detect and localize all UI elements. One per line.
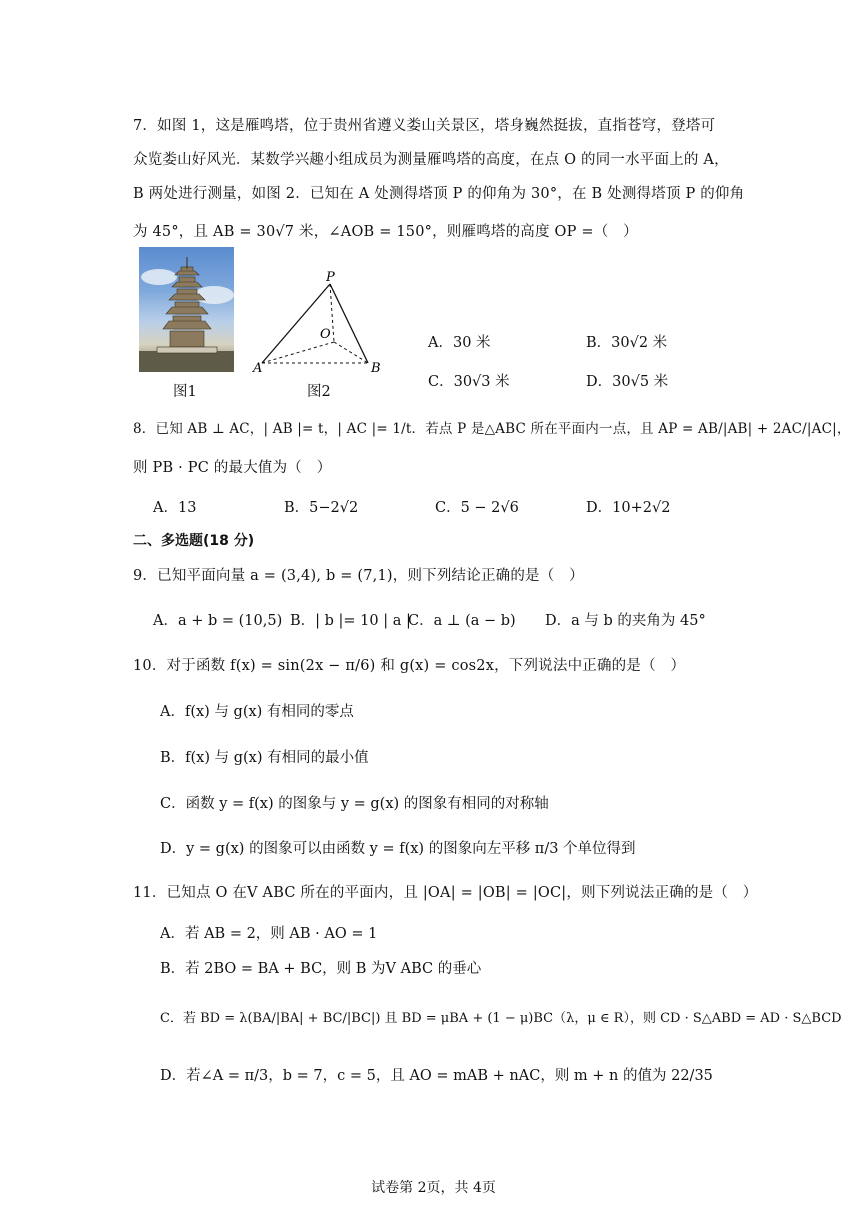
q10-option-b[interactable]: B．f(x) 与 g(x) 有相同的最小值 (160, 750, 369, 766)
q10-stem: 10．对于函数 f(x) = sin(2x − π/6) 和 g(x) = cos2x，下列说法中正确的是（ ） (133, 658, 686, 674)
tower-geometry-diagram (250, 268, 390, 380)
q9-stem: 9．已知平面向量 a = (3,4), b = (7,1)，则下列结论正确的是（ ） (133, 568, 584, 584)
page-footer: 试卷第 2页，共 4页 (371, 1180, 496, 1196)
label-A: A (253, 361, 263, 376)
q7-stem-line4: 为 45°，且 AB = 30√7 米，∠AOB = 150°，则雁鸣塔的高度 OP =（ ） (133, 224, 638, 240)
q7-stem-line3: B 两处进行测量，如图 2．已知在 A 处测得塔顶 P 的仰角为 30°，在 B 处测得塔顶 P 的仰角 (133, 186, 745, 202)
q7-option-c[interactable]: C．30√3 米 (428, 374, 510, 390)
pagoda-photo (139, 247, 234, 372)
q11-option-d[interactable]: D．若∠A = π/3，b = 7，c = 5，且 AO = mAB + nAC，则 m + n 的值为 22/35 (160, 1068, 713, 1084)
q9-option-d[interactable]: D．a 与 b 的夹角为 45° (545, 613, 706, 629)
q11-option-c[interactable]: C．若 BD = λ(BA/|BA| + BC/|BC|) 且 BD = μBA + (1 − μ)BC（λ，μ ∈ R），则 CD · S△ABD = AD · S△BCD (160, 1011, 842, 1026)
q7-option-a[interactable]: A．30 米 (428, 335, 491, 351)
q9-option-c[interactable]: C．a ⊥ (a − b) (408, 613, 516, 629)
fig2-caption: 图2 (307, 384, 331, 400)
q10-option-d[interactable]: D．y = g(x) 的图象可以由函数 y = f(x) 的图象向左平移 π/3 个单位得到 (160, 841, 636, 857)
section-multiple-choice-heading: 二、多选题(18 分) (133, 533, 255, 549)
fig1-caption: 图1 (173, 384, 197, 400)
q8-option-a[interactable]: A．13 (153, 500, 197, 516)
q11-stem: 11．已知点 O 在V ABC 所在的平面内，且 |OA| = |OB| = |OC|，则下列说法正确的是（ ） (133, 885, 758, 901)
q7-option-b[interactable]: B．30√2 米 (586, 335, 668, 351)
edge-PB (330, 284, 368, 363)
q8-option-b[interactable]: B．5−2√2 (284, 500, 359, 516)
pagoda-illustration (139, 247, 234, 372)
label-P: P (326, 270, 335, 285)
q8-stem-line1: 8．已知 AB ⊥ AC，| AB |= t，| AC |= 1/t．若点 P 是△ABC 所在平面内一点，且 AP = AB/|AB| + 2AC/|AC|， (133, 421, 851, 437)
q9-option-b[interactable]: B．| b |= 10 | a | (290, 613, 411, 629)
q7-option-d[interactable]: D．30√5 米 (586, 374, 669, 390)
label-O: O (320, 327, 331, 342)
q11-option-a[interactable]: A．若 AB = 2，则 AB · AO = 1 (160, 926, 378, 942)
q10-option-a[interactable]: A．f(x) 与 g(x) 有相同的零点 (160, 704, 354, 720)
q7-stem-line2: 众览娄山好风光．某数学兴趣小组成员为测量雁鸣塔的高度，在点 O 的同一水平面上的 A， (133, 152, 729, 168)
edge-AO (262, 342, 334, 363)
q8-stem-line2: 则 PB · PC 的最大值为（ ） (133, 460, 332, 476)
label-B: B (371, 361, 381, 376)
edge-PA (262, 284, 330, 363)
q10-option-c[interactable]: C．函数 y = f(x) 的图象与 y = g(x) 的图象有相同的对称轴 (160, 796, 549, 812)
q8-option-c[interactable]: C．5 − 2√6 (435, 500, 519, 516)
q8-option-d[interactable]: D．10+2√2 (586, 500, 671, 516)
q11-option-b[interactable]: B．若 2BO = BA + BC，则 B 为V ABC 的垂心 (160, 961, 482, 977)
q7-stem-line1: 7．如图 1，这是雁鸣塔，位于贵州省遵义娄山关景区，塔身巍然挺拔，直指苍穹，登塔可 (133, 118, 716, 134)
q9-option-a[interactable]: A．a + b = (10,5) (153, 613, 283, 629)
